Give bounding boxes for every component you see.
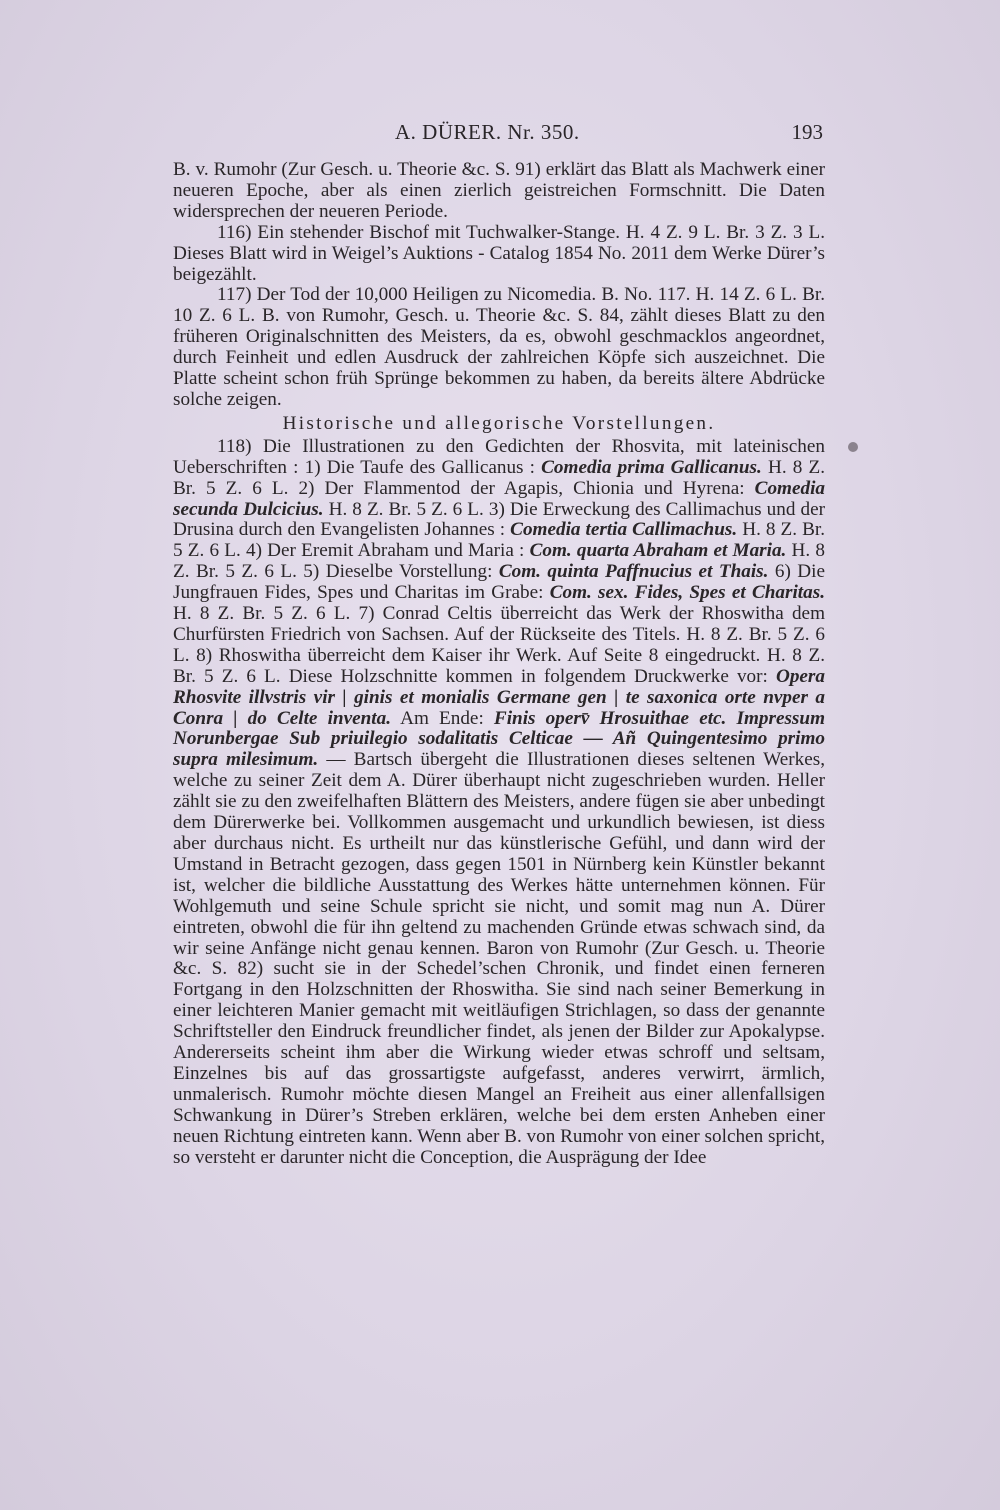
latin-title-6: Com. sex. Fides, Spes et Charitas. <box>549 582 825 604</box>
latin-title-2: Comedia secunda Dulcicius. <box>173 477 825 520</box>
entry-118-text-5: H. 8 Z. Br. 5 Z. 6 L. 5) Dieselbe Vorstellung: <box>173 540 825 583</box>
running-header <box>173 120 823 150</box>
paragraph-rumohr: B. v. Rumohr (Zur Gesch. u. Theorie &c. S. 91) erklärt das Blatt als Machwerk einer neueren Epoche, aber als einen zierlich geistreichen Formschnitt. Die Daten widersprechen der neueren Periode. <box>173 159 825 222</box>
entry-118-text-4: H. 8 Z. Br. 5 Z. 6 L. 4) Der Eremit Abraham und Maria : <box>173 519 826 562</box>
latin-book-title: Opera Rhosvite illvstris vir | ginis et monialis Germane gen | te saxonica orte nvper a Conra | do Celte inventa. <box>173 665 825 729</box>
header-title: A. DÜRER. Nr. 350. <box>395 120 580 144</box>
page-number: 193 <box>791 120 823 144</box>
latin-title-1: Comedia prima Gallicanus. <box>541 456 762 478</box>
entry-116: 116) Ein stehender Bischof mit Tuchwalker-Stange. H. 4 Z. 9 L. Br. 3 Z. 3 L. Dieses Blatt wird in Weigel’s Auktions - Catalog 1854 No. 2011 dem Werke Dürer’s beigezählt. <box>173 221 825 285</box>
latin-title-5: Com. quinta Paffnucius et Thais. <box>498 561 769 583</box>
entry-118-text-2: H. 8 Z. Br. 5 Z. 6 L. 2) Der Flammentod der Agapis, Chionia und Hyrena: <box>173 456 826 499</box>
entry-117: 117) Der Tod der 10,000 Heiligen zu Nicomedia. B. No. 117. H. 14 Z. 6 L. Br. 10 Z. 6 L. B. von Rumohr, Gesch. u. Theorie &c. S. 84, zählt dieses Blatt zu den früheren Originalschnitten des Meisters, da es, obwohl geschmacklos angeordnet, durch Feinheit und edlen Ausdruck der zahlreichen Köpfe sich auszeichnet. Die Platte scheint schon früh Sprünge bekommen zu haben, da bereits ältere Abdrücke solche zeigen. <box>173 284 825 410</box>
latin-title-3: Comedia tertia Callimachus. <box>510 519 738 541</box>
entry-118-text-6: 6) Die Jungfrauen Fides, Spes und Charitas im Grabe: <box>173 561 826 604</box>
entry-118-text-8: Am Ende: <box>391 707 494 729</box>
text-body <box>173 160 825 1169</box>
entry-118-text-3: H. 8 Z. Br. 5 Z. 6 L. 3) Die Erweckung des Callimachus und der Drusina durch den Evangelisten Johannes : <box>173 498 825 541</box>
section-heading: Historische und allegorische Vorstellungen. <box>282 412 716 434</box>
entry-118-text-7: H. 8 Z. Br. 5 Z. 6 L. 7) Conrad Celtis überreicht das Werk der Rhoswitha dem Churfürsten Friedrich von Sachsen. Auf der Rückseite des Titels. H. 8 Z. Br. 5 Z. 6 L. 8) Rhoswitha überreicht dem Kaiser ihr Werk. Auf Seite 8 eingedruckt. H. 8 Z. Br. 5 Z. 6 L. Diese Holzschnitte kommen in folgendem Druckwerke vor: <box>173 603 825 687</box>
entry-118-text-1: 118) Die Illustrationen zu den Gedichten der Rhosvita, mit lateinischen Ueberschriften : 1) Die Taufe des Gallicanus : <box>173 435 825 478</box>
latin-title-4: Com. quarta Abraham et Maria. <box>529 540 787 562</box>
entry-118-text-9: — Bartsch übergeht die Illustrationen dieses seltenen Werkes, welche zu seiner Zeit dem A. Dürer überhaupt nicht zugeschrieben wurden. Heller zählt sie zu den zweifelhaften Blättern des Meisters, andere fügen sie aber unbedingt dem Dürerwerke bei. Vollkommen ausgemacht und urkundlich bewiesen, ist diess aber durchaus nicht. Es urtheilt nur das künstlerische Gefühl, und dann wird der Umstand in Betracht gezogen, dass gegen 1501 in Nürnberg kein Künstler bekannt ist, welcher die bildliche Ausstattung des Werkes hätte unternehmen können. Für Wohlgemuth und seine Schule spricht sie nicht, und somit mag nun A. Dürer eintreten, obwohl die für ihn geltend zu machenden Gründe etwas schwach sind, da wir seine Anfänge nicht genau kennen. Baron von Rumohr (Zur Gesch. u. Theorie &c. S. 82) sucht sie in der Schedel’schen Chronik, und findet einen ferneren Fortgang in den Holzschnitten der Rhoswitha. Sie sind nach seiner Bemerkung in einer leichteren Manier gemacht mit weitläufigen Strichlagen, so dass der genannte Schriftsteller den Eindruck freundlicher findet, als jenen der Bilder zur Apokalypse. Andererseits scheint ihm aber die Wirkung wieder etwas schroff und seltsam, Einzelnes bis auf das grossartigste aufgefasst, anderes verwirrt, ärmlich, unmalerisch. Rumohr möchte diesen Mangel an Freiheit aus einer allenfallsigen Schwankung in Dürer’s Streben erklären, welche bei dem ersten Anheben einer neuen Richtung eintreten kann. Wenn aber B. von Rumohr von einer solchen spricht, so versteht er darunter nicht die Conception, die Ausprägung der Idee <box>173 749 826 1168</box>
ink-speck <box>848 442 858 452</box>
latin-colophon: Finis operv̄ Hrosuithae etc. Impressum Norunbergae Sub priuilegio sodalitatis Celticae — Añ Quingentesimo primo supra milesimum. <box>173 707 825 771</box>
entry-118 <box>173 437 825 1169</box>
